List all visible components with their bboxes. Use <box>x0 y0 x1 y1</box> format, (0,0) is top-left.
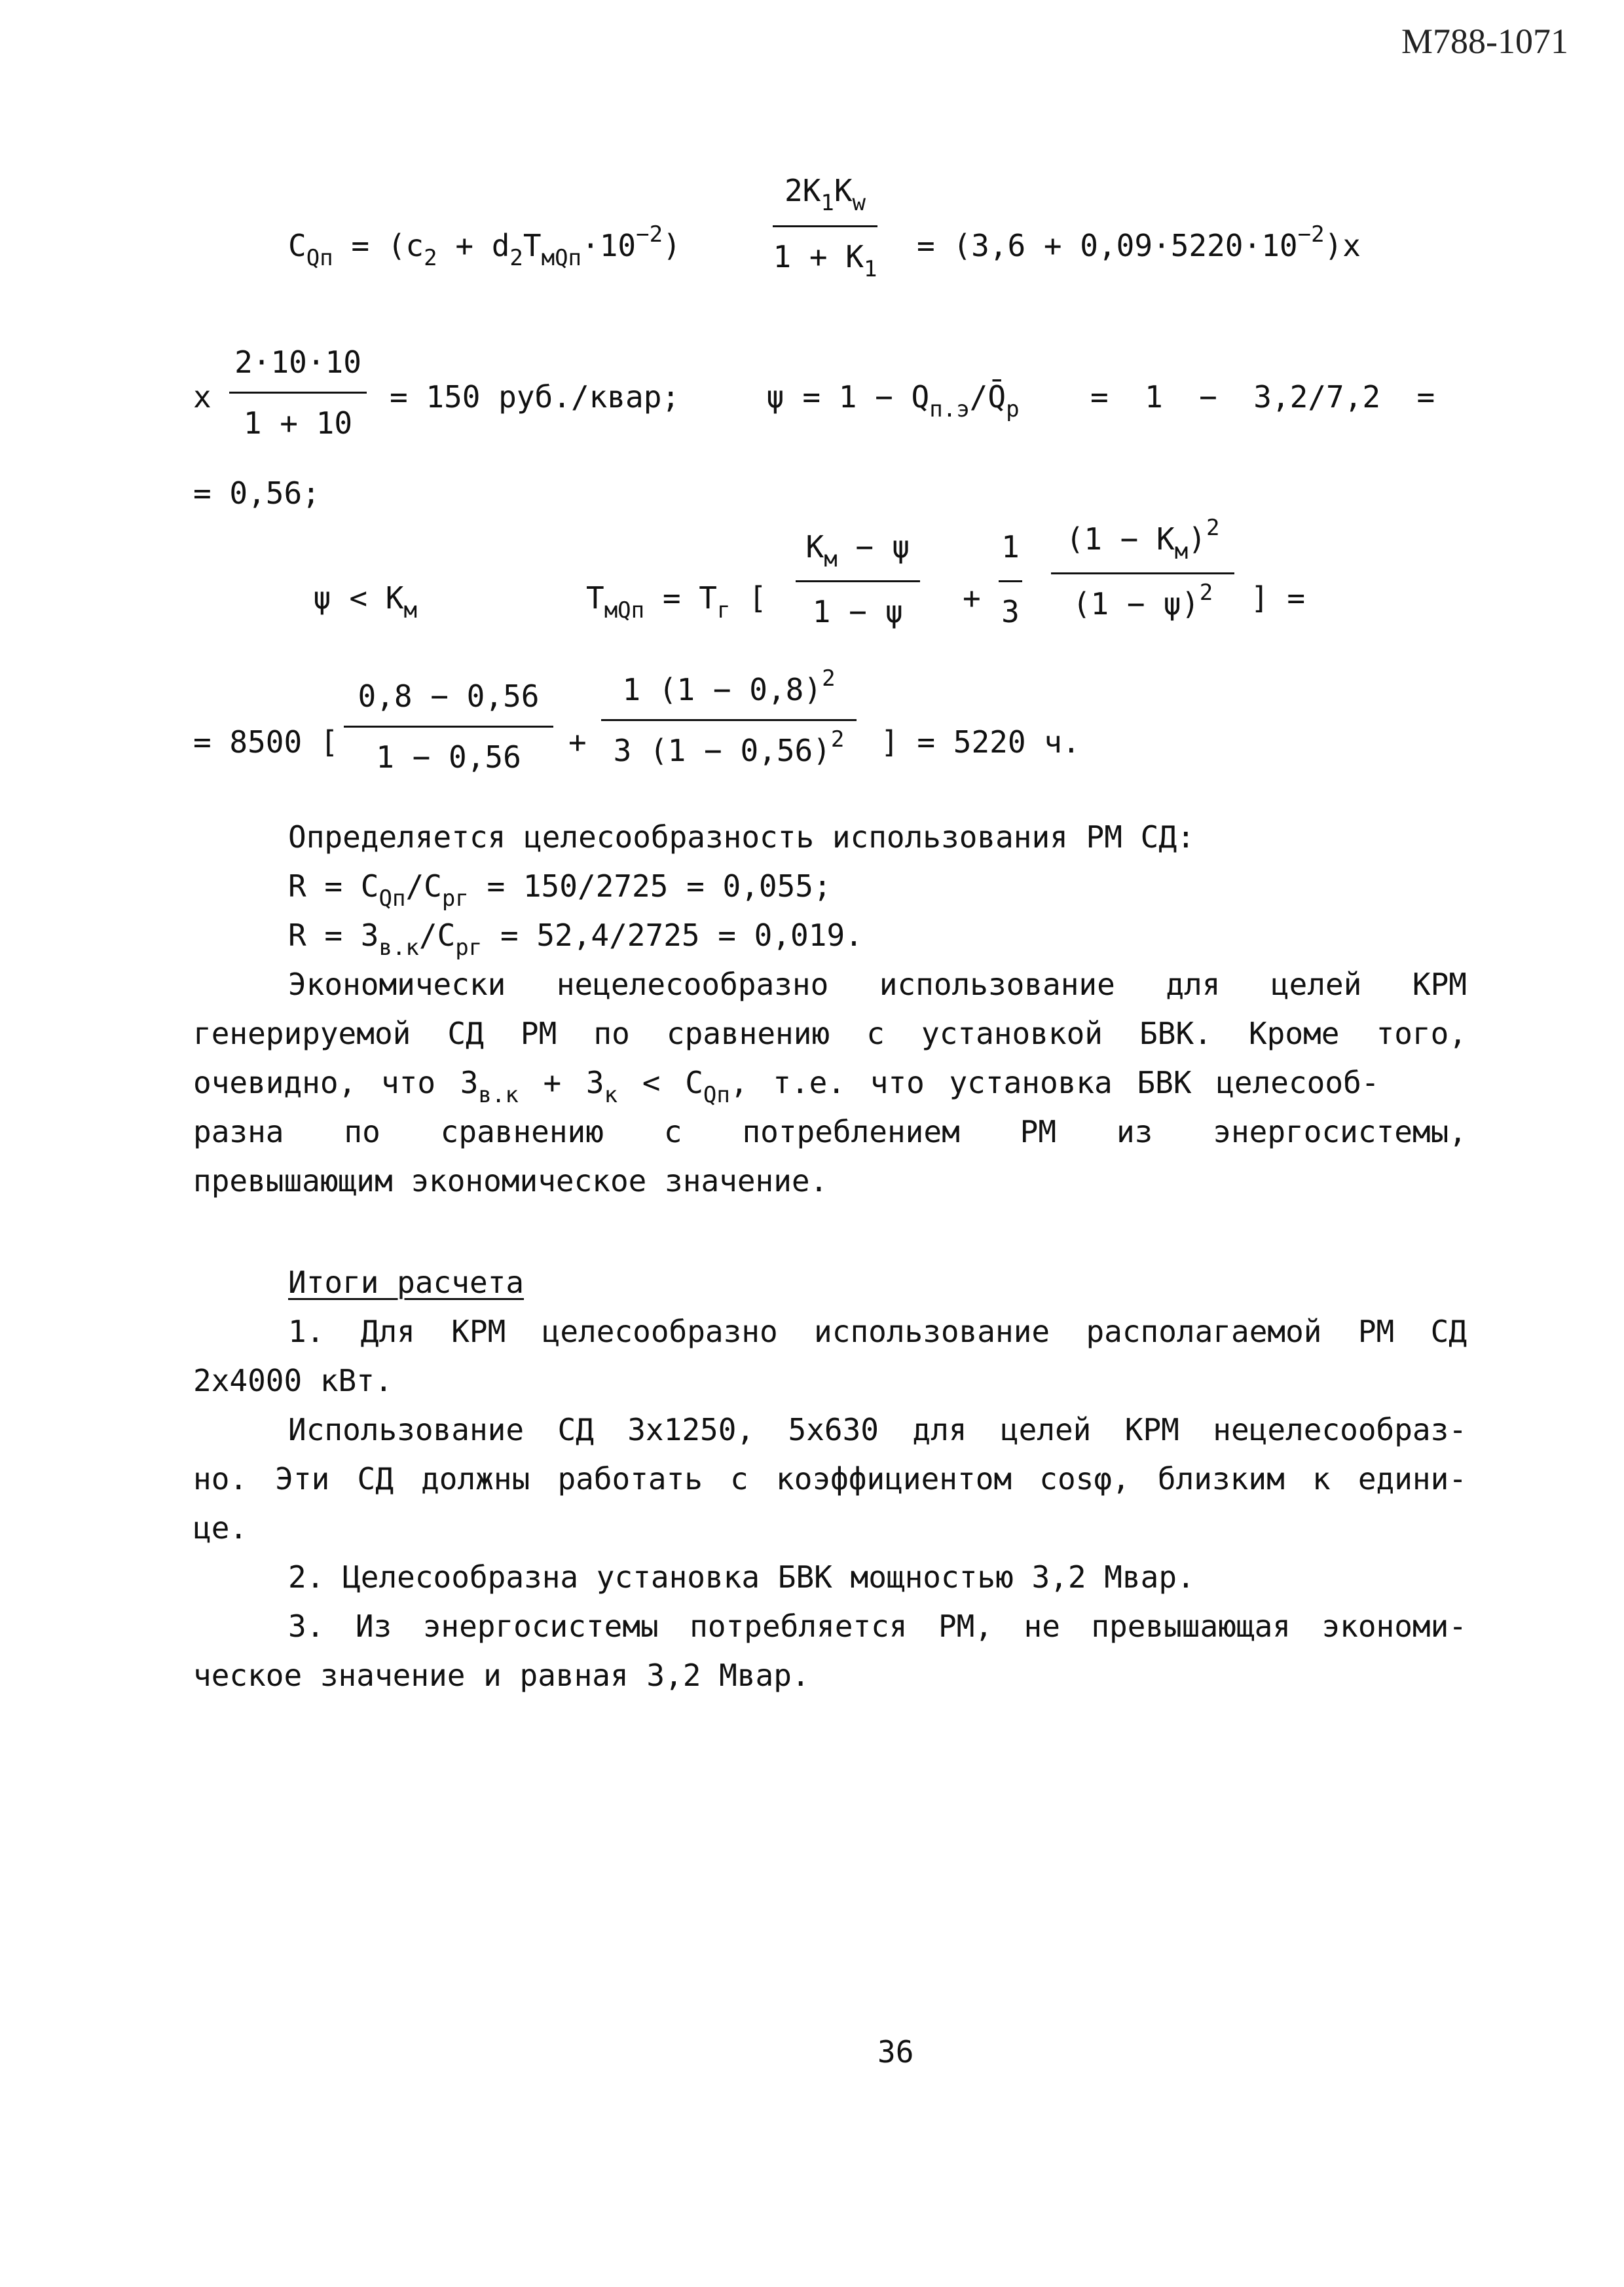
formula-cost-rhs: = $(3,6 + 0,09\cdot 5220\cdot 10^{-2})x$ <box>917 221 1361 263</box>
fraction-denominator: 1 + 10 <box>243 405 353 441</box>
formula-ratio-2: $R = З_{в.к}/C_{рг} = 52,4/2725 = 0,019$. <box>288 918 863 961</box>
fraction-bar <box>229 392 367 394</box>
fraction-denominator: 3 $(1 - 0,56)^2$ <box>613 726 845 768</box>
fraction-bar <box>601 719 857 721</box>
result-item-1-line: 1. Для КРМ целесообразно использование располагаемой РМ СД <box>288 1314 1467 1349</box>
paragraph-line: очевидно, что $З_{в.к} + З_к < C_{Qп}$, т.е. что установка БВК целесооб- <box>193 1065 1380 1108</box>
formula-time-value-fraction-1 <box>344 679 553 775</box>
result-note-line: це. <box>193 1510 248 1546</box>
fraction-bar <box>999 580 1022 582</box>
fraction-bar <box>773 225 877 227</box>
formula-time-lhs: $T_{мQп} = T_г$ [ <box>586 580 767 623</box>
document-code: М788-1071 <box>1401 22 1568 61</box>
fraction-numerator: 1 <box>1001 529 1020 565</box>
formula-plus: + <box>568 724 587 760</box>
formula-multiply-sign: x <box>193 379 212 415</box>
paragraph-line: превышающим экономическое значение. <box>193 1163 828 1199</box>
formula-plus: + <box>963 580 981 616</box>
formula-cost-fraction <box>773 173 877 282</box>
formula-condition: $\psi < K_м$ <box>313 580 417 623</box>
result-note-line: Использование СД 3x1250, 5x630 для целей КРМ нецелесообраз- <box>288 1412 1467 1447</box>
result-note-line: но. Эти СД должны работать с коэффициентом cosφ, близким к едини- <box>193 1461 1467 1497</box>
fraction-numerator: $2K_1K_w$ <box>784 173 866 216</box>
fraction-bar <box>1051 572 1234 574</box>
formula-cost-lhs: $C_{Qп} = (c_2 + d_2T_{мQп}\cdot 10^{-2})$ <box>288 221 681 271</box>
formula-time-fraction-1 <box>796 529 920 629</box>
formula-time-end: ] = <box>1251 580 1306 616</box>
formula-psi-value: = 1 − 3,2/7,2 = <box>1090 379 1435 415</box>
paragraph-line: разна по сравнению с потреблением РМ из энергосистемы, <box>193 1114 1467 1149</box>
page-number: 36 <box>877 2034 914 2070</box>
paragraph-line: генерируемой СД РМ по сравнению с установкой БВК. Кроме того, <box>193 1016 1467 1051</box>
fraction-denominator: 3 <box>1001 594 1020 629</box>
formula-cost-result: = 150 руб./квар; <box>390 379 680 415</box>
fraction-numerator: 0,8 − 0,56 <box>358 679 540 714</box>
formula-psi-result: = 0,56; <box>193 475 320 511</box>
result-item-1-line: 2x4000 кВт. <box>193 1363 393 1398</box>
paragraph-line: Экономически нецелесообразно использование для целей КРМ <box>288 967 1467 1002</box>
formula-time-fraction-2 <box>999 529 1022 629</box>
formula-result-fraction <box>229 344 367 441</box>
fraction-numerator: $(1 - K_м)^2$ <box>1065 515 1220 565</box>
fraction-numerator: $K_м - \psi$ <box>805 529 910 572</box>
text-expediency-intro: Определяется целесообразность использования РМ СД: <box>288 819 1195 855</box>
result-item-3-line: 3. Из энергосистемы потребляется РМ, не превышающая экономи- <box>288 1608 1467 1644</box>
fraction-denominator: 1 − 0,56 <box>376 739 521 775</box>
fraction-denominator: 1 − ψ <box>812 594 904 629</box>
fraction-bar <box>796 580 920 582</box>
formula-time-value-fraction-2 <box>601 665 857 768</box>
result-item-2: 2. Целесообразна установка БВК мощностью 3,2 Мвар. <box>288 1559 1195 1595</box>
fraction-denominator: $(1 - \psi)^2$ <box>1072 580 1213 622</box>
fraction-bar <box>344 726 553 728</box>
fraction-numerator: 2·10·10 <box>234 344 361 380</box>
result-item-3-line: ческое значение и равная 3,2 Мвар. <box>193 1658 810 1693</box>
formula-time-fraction-3 <box>1051 515 1234 622</box>
formula-time-value-start: = 8500 [ <box>193 724 339 760</box>
fraction-denominator: $1 + K_1$ <box>773 239 877 282</box>
formula-time-value-end: ] = 5220 ч. <box>881 724 1080 760</box>
formula-psi: $\psi = 1 - Q_{п.э}/Q̄_р$ <box>766 379 1020 422</box>
section-heading: Итоги расчета <box>288 1265 525 1300</box>
formula-ratio-1: $R = C_{Qп}/C_{рг} = 150/2725 = 0,055$; <box>288 868 832 912</box>
fraction-numerator: 1 $(1 - 0,8)^2$ <box>622 665 836 707</box>
